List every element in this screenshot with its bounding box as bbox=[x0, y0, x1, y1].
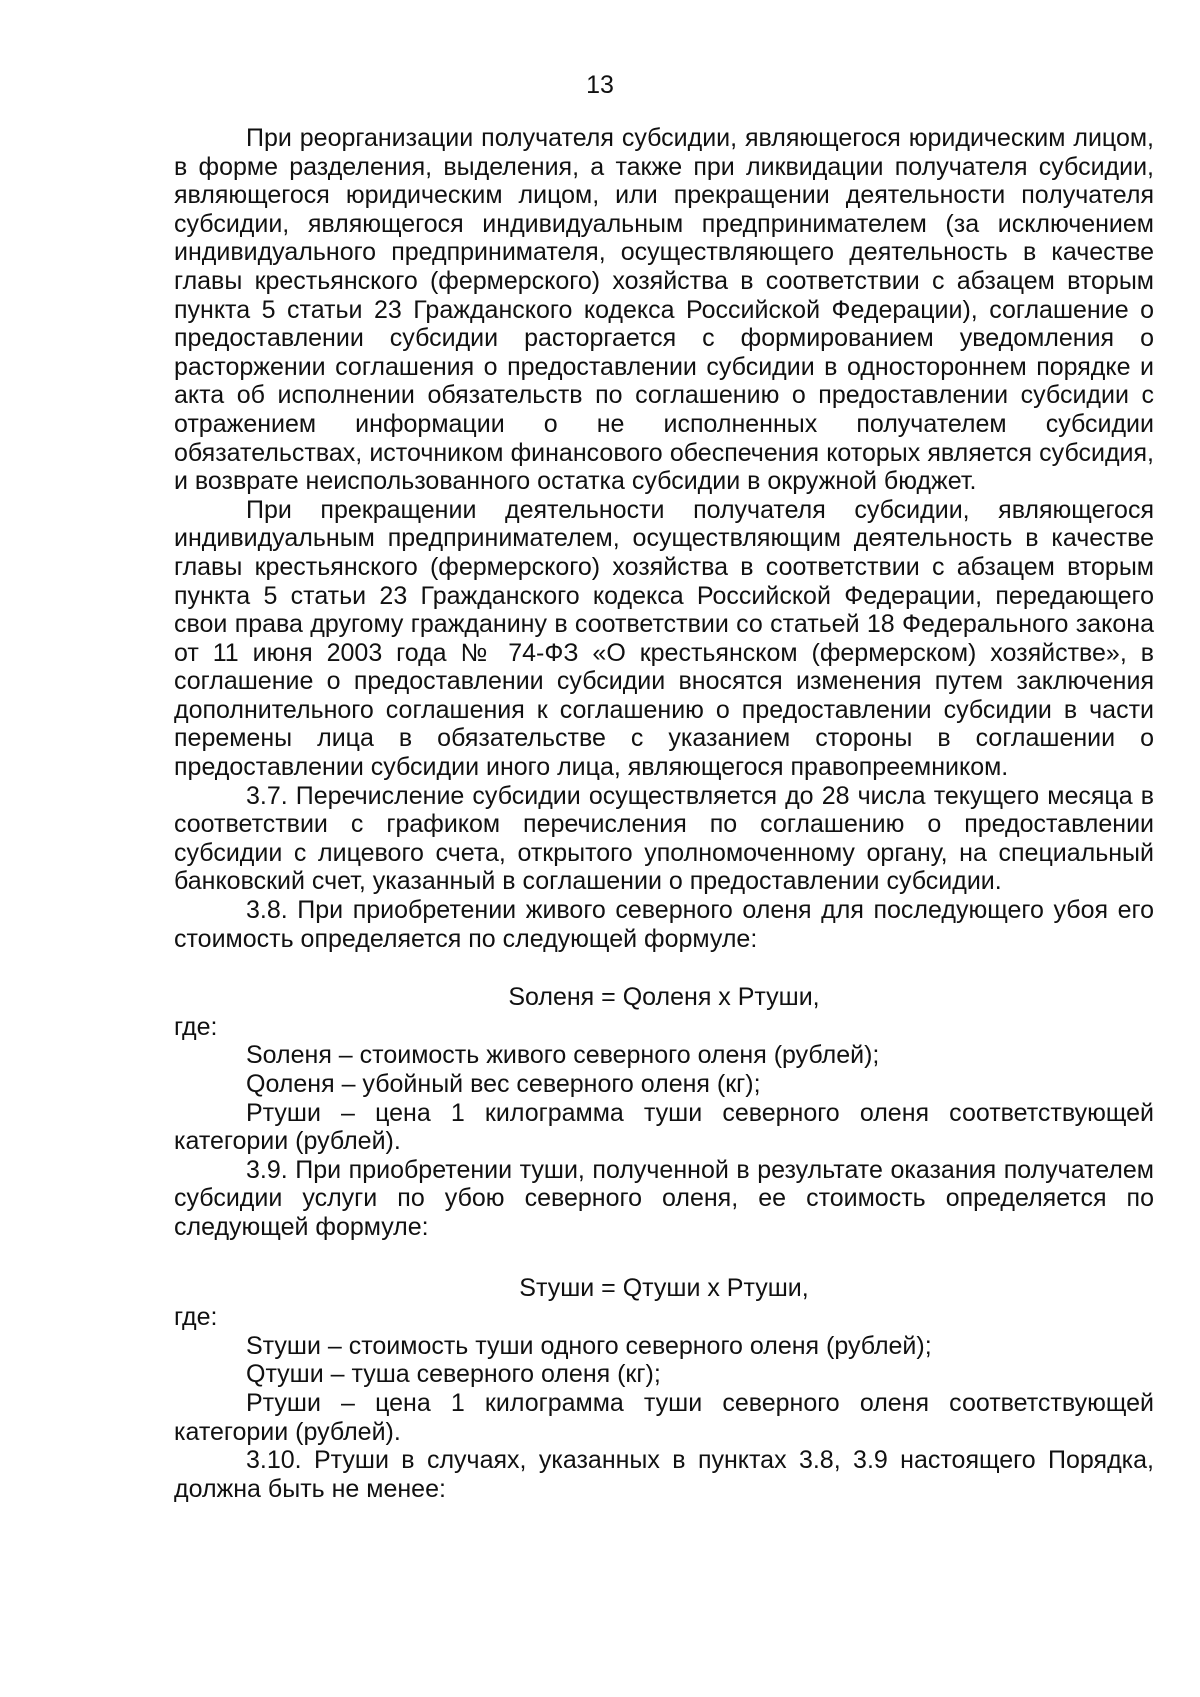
definition-q-tushi: Qтуши – туша северного оленя (кг); bbox=[246, 1360, 661, 1389]
paragraph-3-7: 3.7. Перечисление субсидии осуществляется до 28 числа текущего месяца в соответствии с графиком перечисления по соглашению о предоставлении субсидии с лицевого счета, открытого уполномоченному органу, на специальный банковский счет, указанный в соглашении о предоставлении субсидии. bbox=[174, 781, 1154, 896]
definition-s-olenya: Sоленя – стоимость живого северного оленя (рублей); bbox=[246, 1041, 880, 1070]
where-label-1: где: bbox=[174, 1012, 218, 1041]
paragraph-3-10: 3.10. Ртуши в случаях, указанных в пунктах 3.8, 3.9 настоящего Порядка, должна быть не менее: bbox=[174, 1446, 1154, 1503]
definition-p-tushi-1: Ртуши – цена 1 килограмма туши северного оленя соответствующей категории (рублей). bbox=[174, 1098, 1154, 1156]
definition-s-tushi: Sтуши – стоимость туши одного северного оленя (рублей); bbox=[246, 1331, 932, 1360]
where-label-2: где: bbox=[174, 1303, 218, 1332]
paragraph-3-8: 3.8. При приобретении живого северного оленя для последующего убоя его стоимость определяется по следующей формуле: bbox=[174, 896, 1154, 953]
formula-olenya: Sоленя = Qоленя х Ртуши, bbox=[508, 983, 820, 1012]
paragraph-termination: При прекращении деятельности получателя субсидии, являющегося индивидуальным предпринимателем, осуществляющим деятельность в качестве главы крестьянского (фермерского) хозяйства в соответствии с абзацем вторым пункта 5 статьи 23 Гражданского кодекса Российской Федерации, передающего свои права другому гражданину в соответствии со статьей 18 Федерального закона от 11 июня 2003 года № 74-ФЗ «О крестьянском (фермерском) хозяйстве», в соглашение о предоставлении субсидии вносятся изменения путем заключения дополнительного соглашения к соглашению о предоставлении субсидии в части перемены лица в обязательстве с указанием стороны в соглашении о предоставлении субсидии иного лица, являющегося правопреемником. bbox=[174, 495, 1154, 782]
page-number: 13 bbox=[586, 71, 614, 99]
paragraph-reorganization: При реорганизации получателя субсидии, являющегося юридическим лицом, в форме разделения, выделения, а также при ликвидации получателя субсидии, являющегося юридическим лицом, или прекращении деятельности получателя субсидии, являющегося индивидуальным предпринимателем (за исключением индивидуального предпринимателя, осуществляющего деятельность в качестве главы крестьянского (фермерского) хозяйства в соответствии с абзацем вторым пункта 5 статьи 23 Гражданского кодекса Российской Федерации), соглашение о предоставлении субсидии расторгается с формированием уведомления о расторжении соглашения о предоставлении субсидии в одностороннем порядке и акта об исполнении обязательств по соглашению о предоставлении субсидии с отражением информации о не исполненных получателем субсидии обязательствах, источником финансового обеспечения которых является субсидия, и возврате неиспользованного остатка субсидии в окружной бюджет. bbox=[174, 124, 1154, 496]
formula-tushi: Sтуши = Qтуши х Ртуши, bbox=[519, 1273, 809, 1302]
definition-q-olenya: Qоленя – убойный вес северного оленя (кг); bbox=[246, 1070, 761, 1098]
definition-p-tushi-2: Ртуши – цена 1 килограмма туши северного оленя соответствующей категории (рублей). bbox=[174, 1388, 1154, 1446]
paragraph-3-9: 3.9. При приобретении туши, полученной в результате оказания получателем субсидии услуги по убою северного оленя, ее стоимость определяется по следующей формуле: bbox=[174, 1155, 1154, 1241]
document-body bbox=[174, 124, 1154, 1503]
